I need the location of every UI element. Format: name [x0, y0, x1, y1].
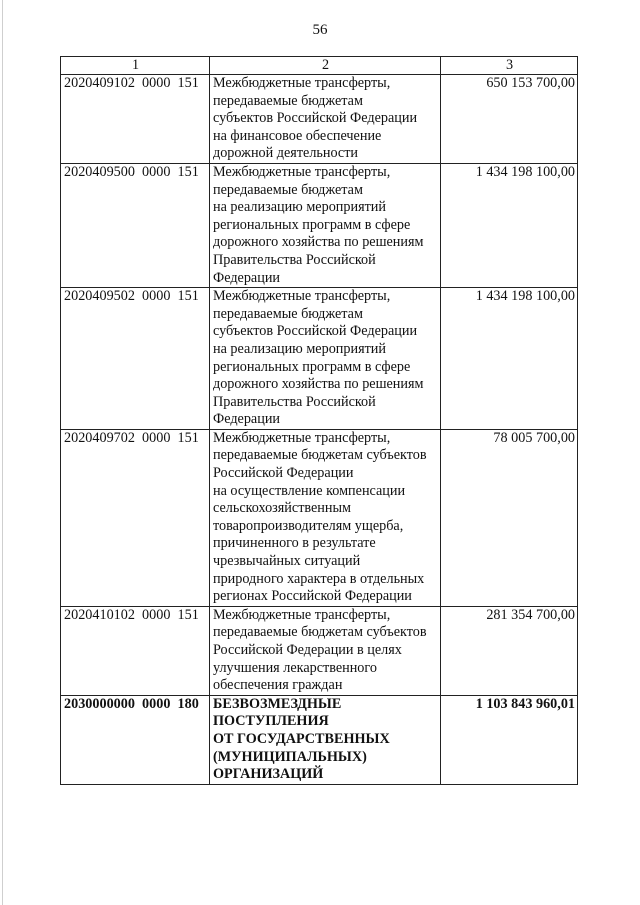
revenue-item-name-line: Межбюджетные трансферты, — [213, 288, 391, 305]
revenue-item-name-line: региональных программ в сфере — [213, 216, 411, 233]
amount-rubles: 78 005 700,00 — [441, 429, 578, 606]
revenue-item-name-line: обеспечения граждан — [213, 677, 343, 694]
table-row — [61, 606, 578, 695]
revenue-item-name-line: дорожного хозяйства по решениям — [213, 376, 424, 393]
revenue-item-name-line: на реализацию мероприятий — [213, 340, 386, 357]
column-header-amount: 3 — [441, 57, 578, 75]
column-header-code: 1 — [61, 57, 210, 75]
revenue-item-name-line: на финансовое обеспечение — [213, 127, 382, 144]
revenue-item-name-line: субъектов Российской Федерации — [213, 110, 418, 127]
revenue-item-name-line: чрезвычайных ситуаций — [213, 553, 361, 570]
budget-classification-code: 2020409102 0000 151 — [61, 75, 210, 164]
revenue-item-name-line: на реализацию мероприятий — [213, 199, 386, 216]
table-header-row — [61, 57, 578, 75]
table-row — [61, 695, 578, 784]
amount-rubles: 1 434 198 100,00 — [441, 163, 578, 287]
revenue-item-name-line: ПОСТУПЛЕНИЯ — [213, 713, 329, 730]
table-row — [61, 429, 578, 606]
revenue-item-name-line: Межбюджетные трансферты, — [213, 429, 391, 446]
amount-rubles: 1 103 843 960,01 — [441, 695, 578, 784]
revenue-item-name-line: (МУНИЦИПАЛЬНЫХ) — [213, 748, 367, 765]
revenue-item-name-line: передаваемые бюджетам — [213, 181, 363, 198]
revenue-item-name-line: передаваемые бюджетам — [213, 305, 363, 322]
revenue-item-name-line: субъектов Российской Федерации — [213, 323, 418, 340]
table-row — [61, 163, 578, 287]
amount-rubles: 650 153 700,00 — [441, 75, 578, 164]
budget-classification-code: 2020409502 0000 151 — [61, 288, 210, 430]
revenue-item-name-line: Межбюджетные трансферты, — [213, 606, 391, 623]
revenue-item-name — [210, 429, 441, 606]
revenue-item-name-line: на осуществление компенсации — [213, 482, 406, 499]
revenue-item-name-line: Правительства Российской — [213, 251, 376, 268]
page-number: 56 — [312, 22, 328, 38]
revenue-item-name — [210, 288, 441, 430]
revenue-item-name-line: дорожной деятельности — [213, 145, 358, 162]
revenue-item-name-line: ОРГАНИЗАЦИЙ — [213, 766, 324, 783]
budget-classification-code: 2020409702 0000 151 — [61, 429, 210, 606]
revenue-item-name-line: Российской Федерации в целях — [213, 642, 402, 658]
revenue-item-name-line: передаваемые бюджетам субъектов — [213, 624, 427, 641]
revenue-item-name-line: улучшения лекарственного — [213, 659, 377, 676]
revenue-item-name-line: Правительства Российской — [213, 393, 376, 410]
revenue-item-name-line: передаваемые бюджетам субъектов — [213, 447, 427, 464]
revenue-item-name-line: природного характера в отдельных — [213, 570, 425, 587]
amount-rubles: 1 434 198 100,00 — [441, 288, 578, 430]
scan-edge-line — [2, 0, 3, 905]
revenue-item-name-line: дорожного хозяйства по решениям — [213, 234, 424, 251]
table-body — [61, 75, 578, 785]
revenue-item-name-line: регионах Российской Федерации — [213, 588, 412, 605]
revenue-item-name-line: Межбюджетные трансферты, — [213, 163, 391, 180]
table-row — [61, 75, 578, 164]
revenue-item-name — [210, 606, 441, 695]
revenue-item-name — [210, 75, 441, 164]
column-header-name: 2 — [210, 57, 441, 75]
revenue-item-name-line: БЕЗВОЗМЕЗДНЫЕ — [213, 695, 342, 712]
amount-rubles: 281 354 700,00 — [441, 606, 578, 695]
revenue-item-name-line: региональных программ в сфере — [213, 358, 411, 375]
revenue-item-name-line: Межбюджетные трансферты, — [213, 75, 391, 91]
revenue-item-name-line: ОТ ГОСУДАРСТВЕННЫХ — [213, 730, 390, 747]
budget-revenue-table — [60, 56, 578, 785]
revenue-item-name-line: Российской Федерации — [213, 465, 354, 482]
revenue-item-name-line: сельскохозяйственным — [213, 500, 352, 517]
budget-classification-code: 2030000000 0000 180 — [61, 695, 210, 784]
table-row — [61, 288, 578, 430]
revenue-item-name-line: передаваемые бюджетам — [213, 92, 363, 109]
revenue-item-name — [210, 695, 441, 784]
revenue-item-name-line: Федерации — [213, 269, 281, 286]
revenue-item-name — [210, 163, 441, 287]
revenue-item-name-line: товаропроизводителям ущерба, — [213, 517, 404, 534]
revenue-item-name-line: причиненного в результате — [213, 535, 376, 552]
budget-classification-code: 2020409500 0000 151 — [61, 163, 210, 287]
revenue-item-name-line: Федерации — [213, 411, 281, 428]
budget-classification-code: 2020410102 0000 151 — [61, 606, 210, 695]
